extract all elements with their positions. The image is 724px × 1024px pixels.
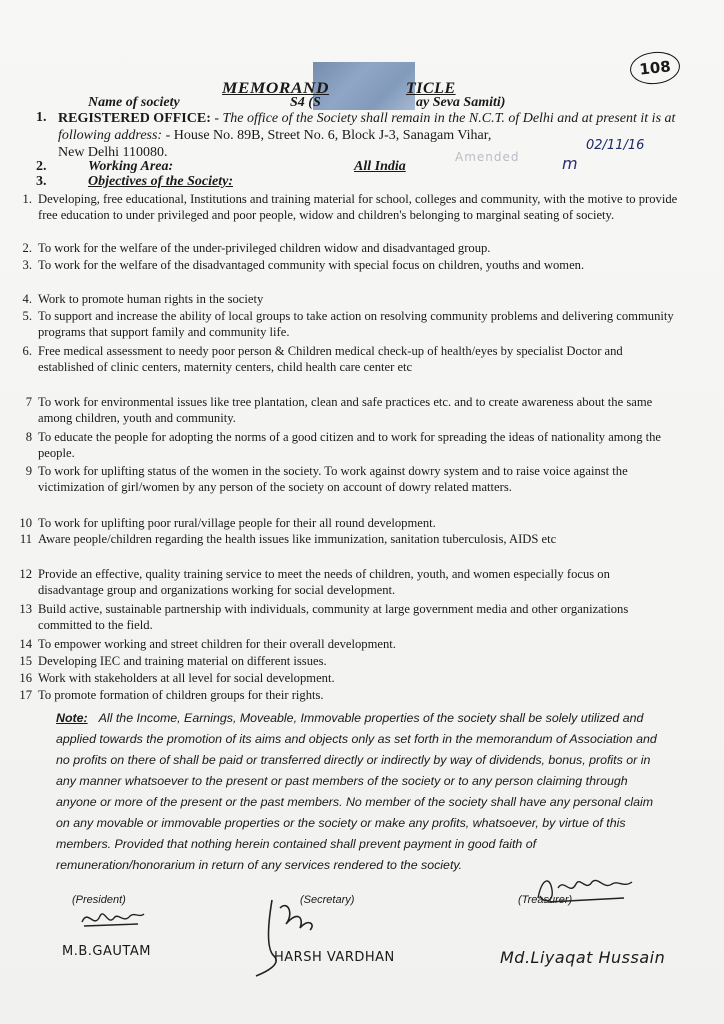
secretary-name: HARSH VARDHAN — [274, 950, 395, 965]
registered-office-address: - House No. 89B, Street No. 6, Block J-3, Sanagam Vihar, — [165, 128, 492, 143]
treasurer-signature — [528, 868, 648, 908]
page-number-stamp: 108 — [628, 49, 681, 86]
registered-office-block — [58, 110, 698, 161]
title-right: TICLE — [406, 80, 456, 97]
amended-stamp: Amended — [455, 150, 520, 164]
handwritten-initials: m — [562, 154, 578, 173]
secretary-role: (Secretary) — [300, 894, 355, 906]
handwritten-date: 02/11/16 — [586, 138, 645, 153]
society-name-value-left: S4 (S — [290, 95, 321, 110]
secretary-signature — [238, 894, 338, 984]
registered-office-label: REGISTERED OFFICE: — [58, 111, 211, 126]
president-signature — [78, 904, 148, 932]
item3-number: 3. — [36, 174, 47, 189]
society-name-label: Name of society — [88, 95, 180, 110]
document-page: MEMORAND TICLE 108 Name of society S4 (S ay Seva Samiti) 1. REGISTERED OFFICE: - The office of the Society shall remain in the N.C.T. of Delhi and at present it is at following address: - House No. 89B, Street No. 6, Block J-3, Sanagam Vihar, New Delhi 110080. Amended 02/11/16 m 2. Working Area: All India 3. Objectives of the Society: 1. Developing, free educational, Institutions and training material for school, colleges and community, with the motive to provide free education to under privileged and poor people, widow and children's belonging to marginal seating of society. 2. To work for the welfare of the under-privileged children widow and disadvantaged group. 3. To work for the welfare of the disadvantaged community with special focus on children, youths and women. 4. Work to promote human rights in the society 5. To support and increase the ability of local groups to take action on resolving community problems and delivering community programs that support family and community life. 6. Free medical assessment to needy poor person & Children medical check-up of health/eyes by specialist Doctor and established of clinic centers, maternity centers, child health care center etc 7 To work for environmental issues like tree plantation, clean and safe practices etc. and to create awareness about the same among children, youth and community. 8 To educate the people for adopting the norms of a good citizen and to work for spreading the ideas of nationality among the people. 9 To work for uplifting status of the women in the society. To work against dowry system and to raise voice against the victimization of girl/women by any person of the society on account of dowry related matters. 10 To work for uplifting poor rural/village people for their all round development. 11 Aware people/children regarding the health issues like immunization, sanitation tuberculosis, AIDS etc 12 Provide an effective, quality training service to meet the needs of children, youth, and women especially focus on disadvantage group and organizations working for social development. 13 Build active, sustainable partnership with individuals, community at large government media and other organizations committed to the field. 14 To empower working and street children for their overall development. 15 Developing IEC and training material on different issues. 16 Work with stakeholders at all level for social development. 17 To promote formation of children groups for their rights. Note: All the Income, Earnings, Moveable, Immovable properties of the society shall be solely utilized and applied towards the promotion of its aims and objects only as set forth in the memorandum of Association and no profits on there of shall be paid or transferred directly or indirectly by way of dividends, bonus, profits or in any manner whatsoever to the present or past members of the society or to any person claiming through anyone or more of the present or the past members. No member of the society shall have any personal claim on any movable or immovable properties or the society or make any profits, whatsoever, by virtue of this members. Provided that nothing herein contained shall prevent payment in good faith of remuneration/honorarium in return of any services rendered to the society. (President) (Secretary) (Treasurer) M.B.GAUTAM HARSH VARDHAN Md.Liyaqat Hussain — [0, 0, 724, 1024]
society-name-value-right: ay Seva Samiti) — [416, 95, 506, 110]
note-text: All the Income, Earnings, Moveable, Immovable properties of the society shall be solely utilized and applied towards the promotion of its aims and objects only as set forth in the memorandum of Association and no profits on there of shall be paid or transferred directly or indirectly by way of dividends, bonus, profits or in any manner whatsoever to the present or past members of the society or to any person claiming through anyone or more of the present or the past members. No member of the society shall have any personal claim on any movable or immovable properties or the society or make any profits, whatsoever, by virtue of this members. Provided that nothing herein contained shall prevent payment in good faith of remuneration/honorarium in return of any services rendered to the society. — [56, 711, 657, 872]
note-label: Note: — [56, 711, 88, 725]
working-area-value: All India — [354, 159, 406, 174]
working-area-label: Working Area: — [88, 159, 174, 174]
treasurer-name: Md.Liyaqat Hussain — [500, 948, 666, 967]
item1-number: 1. — [36, 110, 47, 125]
registered-office-text: - The office of the Society shall remain in the N.C.T. of Delhi and at present it is at following address: — [58, 111, 676, 143]
president-role: (President) — [72, 894, 126, 906]
item2-number: 2. — [36, 159, 47, 174]
president-name: M.B.GAUTAM — [62, 944, 151, 959]
objectives-heading: Objectives of the Society: — [88, 174, 234, 189]
registered-office-city: New Delhi 110080. — [58, 145, 168, 160]
note-paragraph — [56, 708, 662, 876]
title-left: MEMORAND — [222, 80, 330, 97]
treasurer-role: (Treasurer) — [518, 894, 573, 906]
